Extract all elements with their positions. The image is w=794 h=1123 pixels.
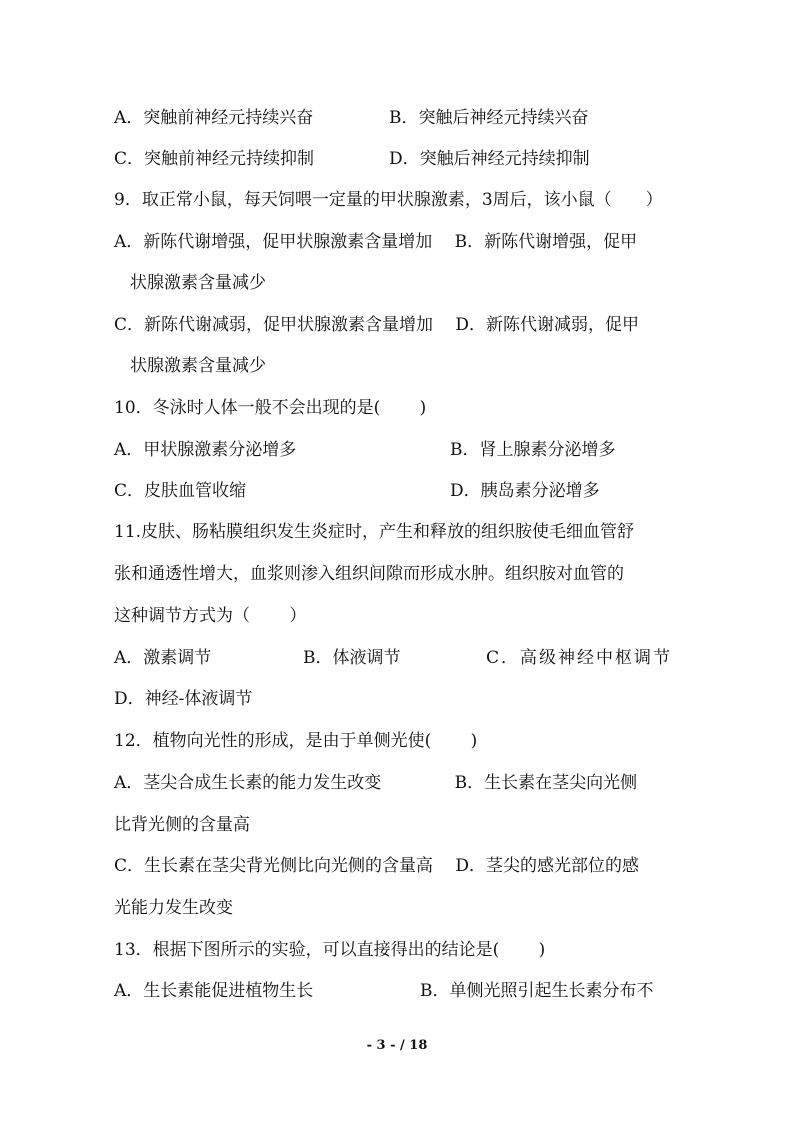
- question-12: 12．植物向光性的形成，是由于单侧光使( ): [114, 731, 478, 751]
- option-b: B．体液调节: [303, 648, 401, 668]
- option-c: C．突触前神经元持续抑制: [114, 149, 315, 169]
- question-12-option-cd-cont: 光能力发生改变: [114, 898, 233, 918]
- option-c: C．皮肤血管收缩: [114, 481, 247, 501]
- question-12-option-cd: C．生长素在茎尖背光侧比向光侧的含量高 D．茎尖的感光部位的感: [114, 856, 640, 876]
- option-b: B．肾上腺素分泌增多: [450, 440, 616, 460]
- option-a: A．突触前神经元持续兴奋: [114, 108, 314, 128]
- question-9-option-cd: C．新陈代谢减弱，促甲状腺激素含量增加 D．新陈代谢减弱，促甲: [114, 315, 640, 335]
- option-b: B．突触后神经元持续兴奋: [389, 108, 589, 128]
- question-11-line-1: 11.皮肤、肠粘膜组织发生炎症时，产生和释放的组织胺使毛细血管舒: [114, 522, 635, 542]
- option-c: C．高级神经中枢调节: [486, 648, 673, 668]
- question-9: 9．取正常小鼠，每天饲喂一定量的甲状腺激素，3周后，该小鼠（ ）: [114, 190, 663, 210]
- question-9-option-cd-cont: 状腺激素含量减少: [130, 356, 266, 376]
- option-b: B．单侧光照引起生长素分布不: [420, 981, 654, 1001]
- question-12-option-ab-cont: 比背光侧的含量高: [114, 815, 250, 835]
- option-a: A．甲状腺激素分泌增多: [114, 440, 297, 460]
- question-12-option-ab: A．茎尖合成生长素的能力发生改变 B．生长素在茎尖向光侧: [114, 773, 638, 793]
- question-11-line-2: 张和通透性增大，血浆则渗入组织间隙而形成水肿。组织胺对血管的: [114, 564, 624, 584]
- question-13: 13．根据下图所示的实验，可以直接得出的结论是( ): [114, 940, 546, 960]
- question-10: 10．冬泳时人体一般不会出现的是( ): [114, 398, 427, 418]
- option-a: A．生长素能促进植物生长: [114, 981, 314, 1001]
- page-number: - 3 - / 18: [366, 1038, 428, 1053]
- option-d: D．胰岛素分泌增多: [450, 481, 600, 501]
- option-a: A．激素调节: [114, 648, 212, 668]
- option-d: D．神经-体液调节: [114, 689, 253, 709]
- question-9-option-ab: A．新陈代谢增强，促甲状腺激素含量增加 B．新陈代谢增强，促甲: [114, 232, 638, 252]
- question-11-line-3: 这种调节方式为（ ）: [114, 606, 307, 626]
- option-d: D．突触后神经元持续抑制: [389, 149, 590, 169]
- question-9-option-ab-cont: 状腺激素含量减少: [130, 273, 266, 293]
